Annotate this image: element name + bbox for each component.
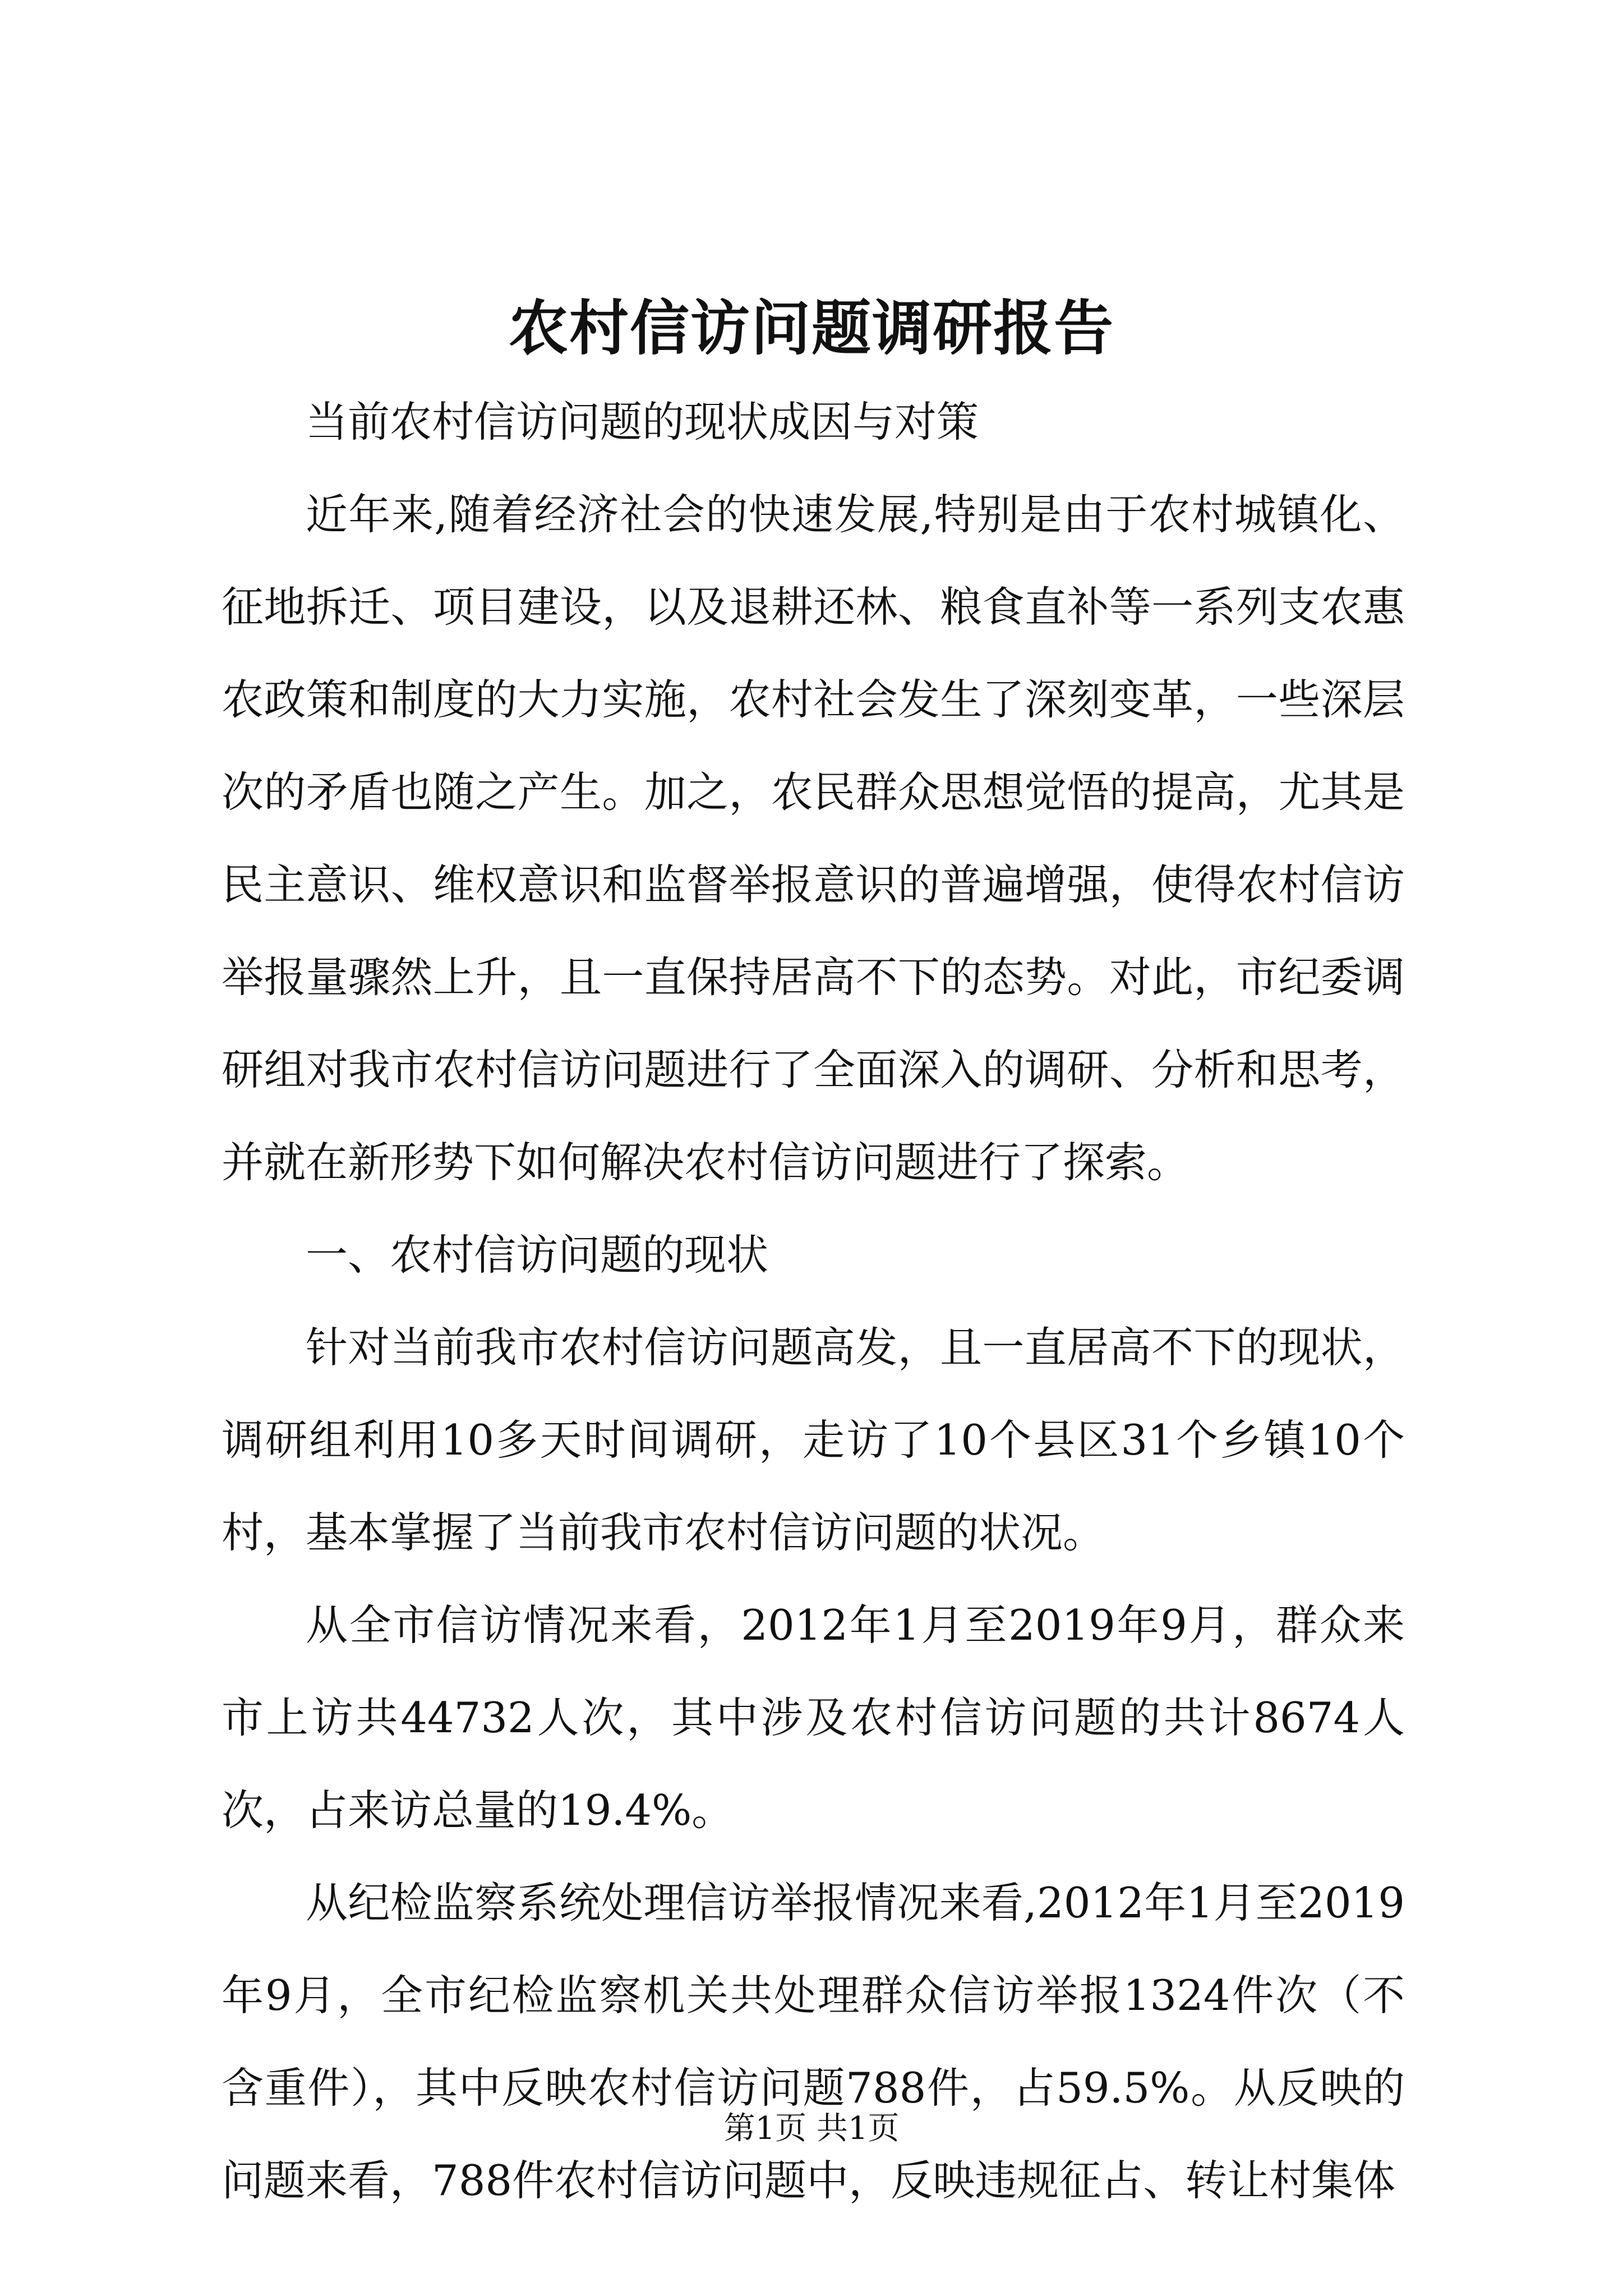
body-paragraph: 从纪检监察系统处理信访举报情况来看,2012年1月至2019年9月，全市纪检监察机关共处理群众信访举报1324件次（不含重件），其中反映农村信访问题788件，占59.5%。从反映的问题来看，788件农村信访问题中，反映违规征占、转让村集体: [222, 1878, 1405, 2205]
subtitle-paragraph: 当前农村信访问题的现状成因与对策: [306, 397, 979, 447]
body-paragraph: 从全市信访情况来看，2012年1月至2019年9月，群众来市上访共44732人次，其中涉及农村信访问题的共计8674人次，占来访总量的19.4%。: [222, 1600, 1405, 1835]
body-paragraph: 针对当前我市农村信访问题高发，且一直居高不下的现状，调研组利用10多天时间调研，走访了10个县区31个乡镇10个村，基本掌握了当前我市农村信访问题的状况。: [222, 1323, 1405, 1557]
page-footer: 第1页 共1页: [723, 2110, 900, 2147]
document-body: [222, 376, 1405, 2227]
document-title: 农村信访问题调研报告: [509, 293, 1114, 363]
section-heading: 一、农村信访问题的现状: [306, 1230, 769, 1280]
body-paragraph: 近年来,随着经济社会的快速发展,特别是由于农村城镇化、征地拆迁、项目建设，以及退耕还林、粮食直补等一系列支农惠农政策和制度的大力实施，农村社会发生了深刻变革，一些深层次的矛盾也随之产生。加之，农民群众思想觉悟的提高，尤其是民主意识、维权意识和监督举报意识的普遍增强，使得农村信访举报量骤然上升，且一直保持居高不下的态势。对此，市纪委调研组对我市农村信访问题进行了全面深入的调研、分析和思考，并就在新形势下如何解决农村信访问题进行了探索。: [222, 490, 1405, 1187]
